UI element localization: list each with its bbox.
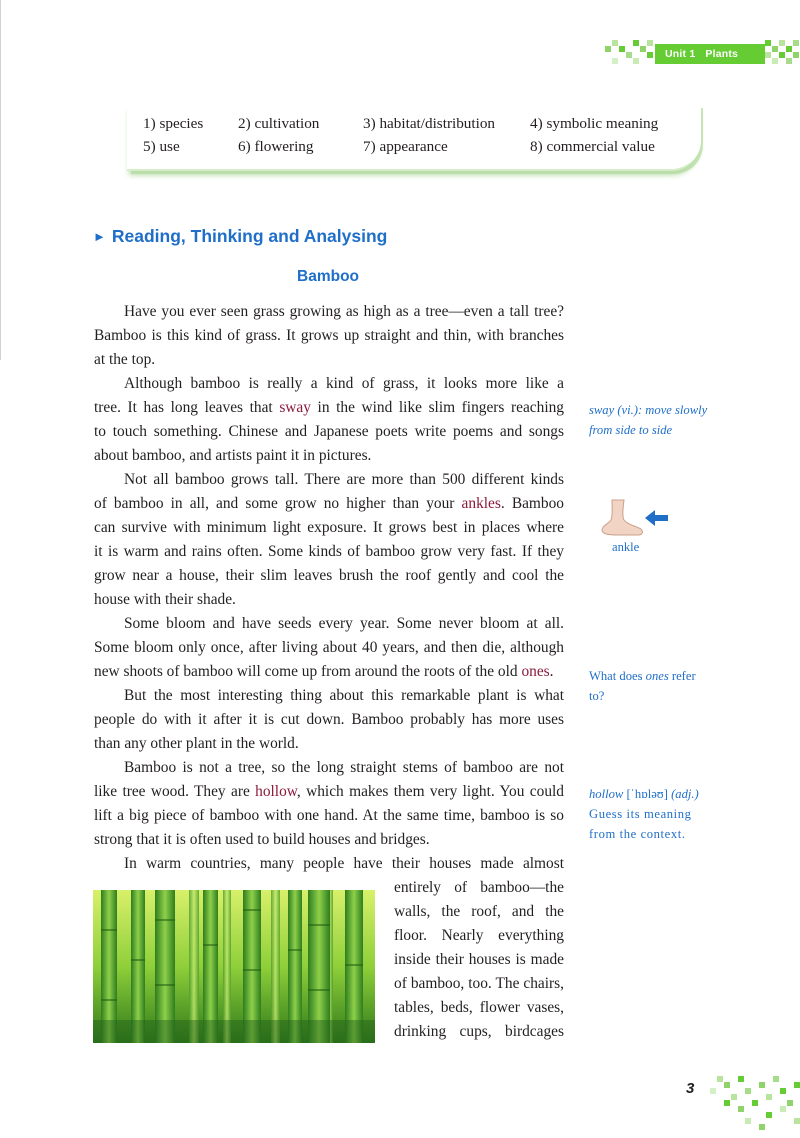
text-line: people do with it after it is cut down. Bamboo probably has more uses <box>94 711 564 728</box>
ankle-illustration <box>598 498 678 538</box>
text-segment: , which makes them very light. You could <box>296 783 564 800</box>
text-line: lift a big piece of bamboo with one hand. At the same time, bamboo is so <box>94 807 564 824</box>
text-segment: like tree wood. They are <box>94 783 256 800</box>
triangle-bullet-icon: ► <box>93 229 106 244</box>
category-item: 4) symbolic meaning <box>530 115 659 132</box>
category-word-box <box>127 103 701 171</box>
margin-note-sway <box>589 400 709 440</box>
text-line <box>94 492 564 516</box>
unit-label: Unit 1 <box>665 48 696 60</box>
text-line: Although bamboo is really a kind of grass, it looks more like a <box>124 375 564 392</box>
category-item: 2) cultivation <box>238 115 320 132</box>
text-line <box>94 780 564 804</box>
note-text: What does <box>589 669 646 683</box>
text-segment: tree. It has long leaves that <box>94 399 280 416</box>
unit-tab <box>655 44 765 64</box>
text-line: drinking cups, birdcages <box>394 1023 564 1040</box>
text-line: at the top. <box>94 351 156 368</box>
text-line: tables, beds, flower vases, <box>394 999 564 1016</box>
text-line: Bamboo is not a tree, so the long straight stems of bamboo are not <box>124 759 564 776</box>
note-text: refer to? <box>589 669 696 703</box>
text-line: Some bloom and have seeds every year. Some never bloom at all. <box>124 615 564 632</box>
glossed-word-ankles: ankles <box>461 495 501 512</box>
section-heading-text: Reading, Thinking and Analysing <box>111 226 388 246</box>
foot-icon <box>598 498 678 538</box>
text-line: Not all bamboo grows tall. There are more than 500 different kinds <box>124 471 564 488</box>
note-definition: : move slowly from side to side <box>589 403 708 437</box>
note-ipa: [ˈhɒləʊ] <box>626 787 668 801</box>
note-pos: (vi.) <box>617 403 638 417</box>
text-line <box>94 660 564 684</box>
category-item: 3) habitat/distribution <box>363 115 496 132</box>
text-line: But the most interesting thing about this remarkable plant is what <box>124 687 564 704</box>
text-segment: new shoots of bamboo will come up from around the roots of the old <box>94 663 522 680</box>
margin-note-ones <box>589 666 709 706</box>
unit-topic: Plants <box>705 48 739 60</box>
text-line: to touch something. Chinese and Japanese poets write poems and songs <box>94 423 564 440</box>
text-line: of bamboo, too. The chairs, <box>394 975 564 992</box>
category-item: 8) commercial value <box>530 138 655 155</box>
text-line <box>94 396 564 420</box>
text-line: In warm countries, many people have their houses made almost <box>124 855 564 872</box>
glossed-word-ones: ones <box>521 663 550 680</box>
text-segment: in the wind like slim fingers reaching <box>310 399 564 416</box>
margin-note-hollow <box>589 784 714 844</box>
bamboo-forest-photo <box>93 890 375 1043</box>
bamboo-forest-image <box>93 890 375 1043</box>
arrow-left-icon <box>645 510 668 526</box>
note-word: sway <box>589 403 615 417</box>
category-item: 7) appearance <box>363 138 448 155</box>
text-line: Bamboo is this kind of grass. It grows up straight and thin, with branches <box>94 327 564 344</box>
glossed-word-hollow: hollow <box>255 783 297 800</box>
text-line: than any other plant in the world. <box>94 735 299 752</box>
text-line: floor. Nearly everything <box>394 927 564 944</box>
ankle-label: ankle <box>612 540 640 554</box>
text-line: grow near a house, their slim leaves brush the roof gently and cool the <box>94 567 564 584</box>
glossed-word-sway: sway <box>279 399 311 416</box>
page-number: 3 <box>686 1080 695 1097</box>
note-pos: (adj.) <box>671 787 699 801</box>
text-line: house with their shade. <box>94 591 236 608</box>
category-item: 6) flowering <box>238 138 314 155</box>
text-line: walls, the roof, and the <box>394 903 564 920</box>
text-line: inside their houses is made <box>394 951 564 968</box>
note-prompt: Guess its meaning from the context. <box>589 807 692 841</box>
note-word: hollow <box>589 787 624 801</box>
text-segment: . Bamboo <box>500 495 564 512</box>
text-line: about bamboo, and artists paint it in pictures. <box>94 447 372 464</box>
note-word: ones <box>645 669 669 683</box>
text-line: Some bloom only once, after living about 40 years, and then die, although <box>94 639 564 656</box>
text-segment: . <box>549 663 554 680</box>
text-line: it is warm and rains often. Some kinds of bamboo grow very fast. If they <box>94 543 564 560</box>
text-line: entirely of bamboo—the <box>394 879 564 896</box>
text-line: Have you ever seen grass growing as high as a tree—even a tall tree? <box>124 303 564 320</box>
text-segment: of bamboo in all, and some grow no higher than your <box>94 495 462 512</box>
text-line: strong that it is often used to build houses and bridges. <box>94 831 430 848</box>
page-edge-line <box>0 0 1 360</box>
category-item: 1) species <box>143 115 204 132</box>
section-heading <box>93 226 387 247</box>
article-title: Bamboo <box>297 268 359 285</box>
category-item: 5) use <box>143 138 180 155</box>
text-line: can survive with minimum light exposure. It grows best in places where <box>94 519 564 536</box>
